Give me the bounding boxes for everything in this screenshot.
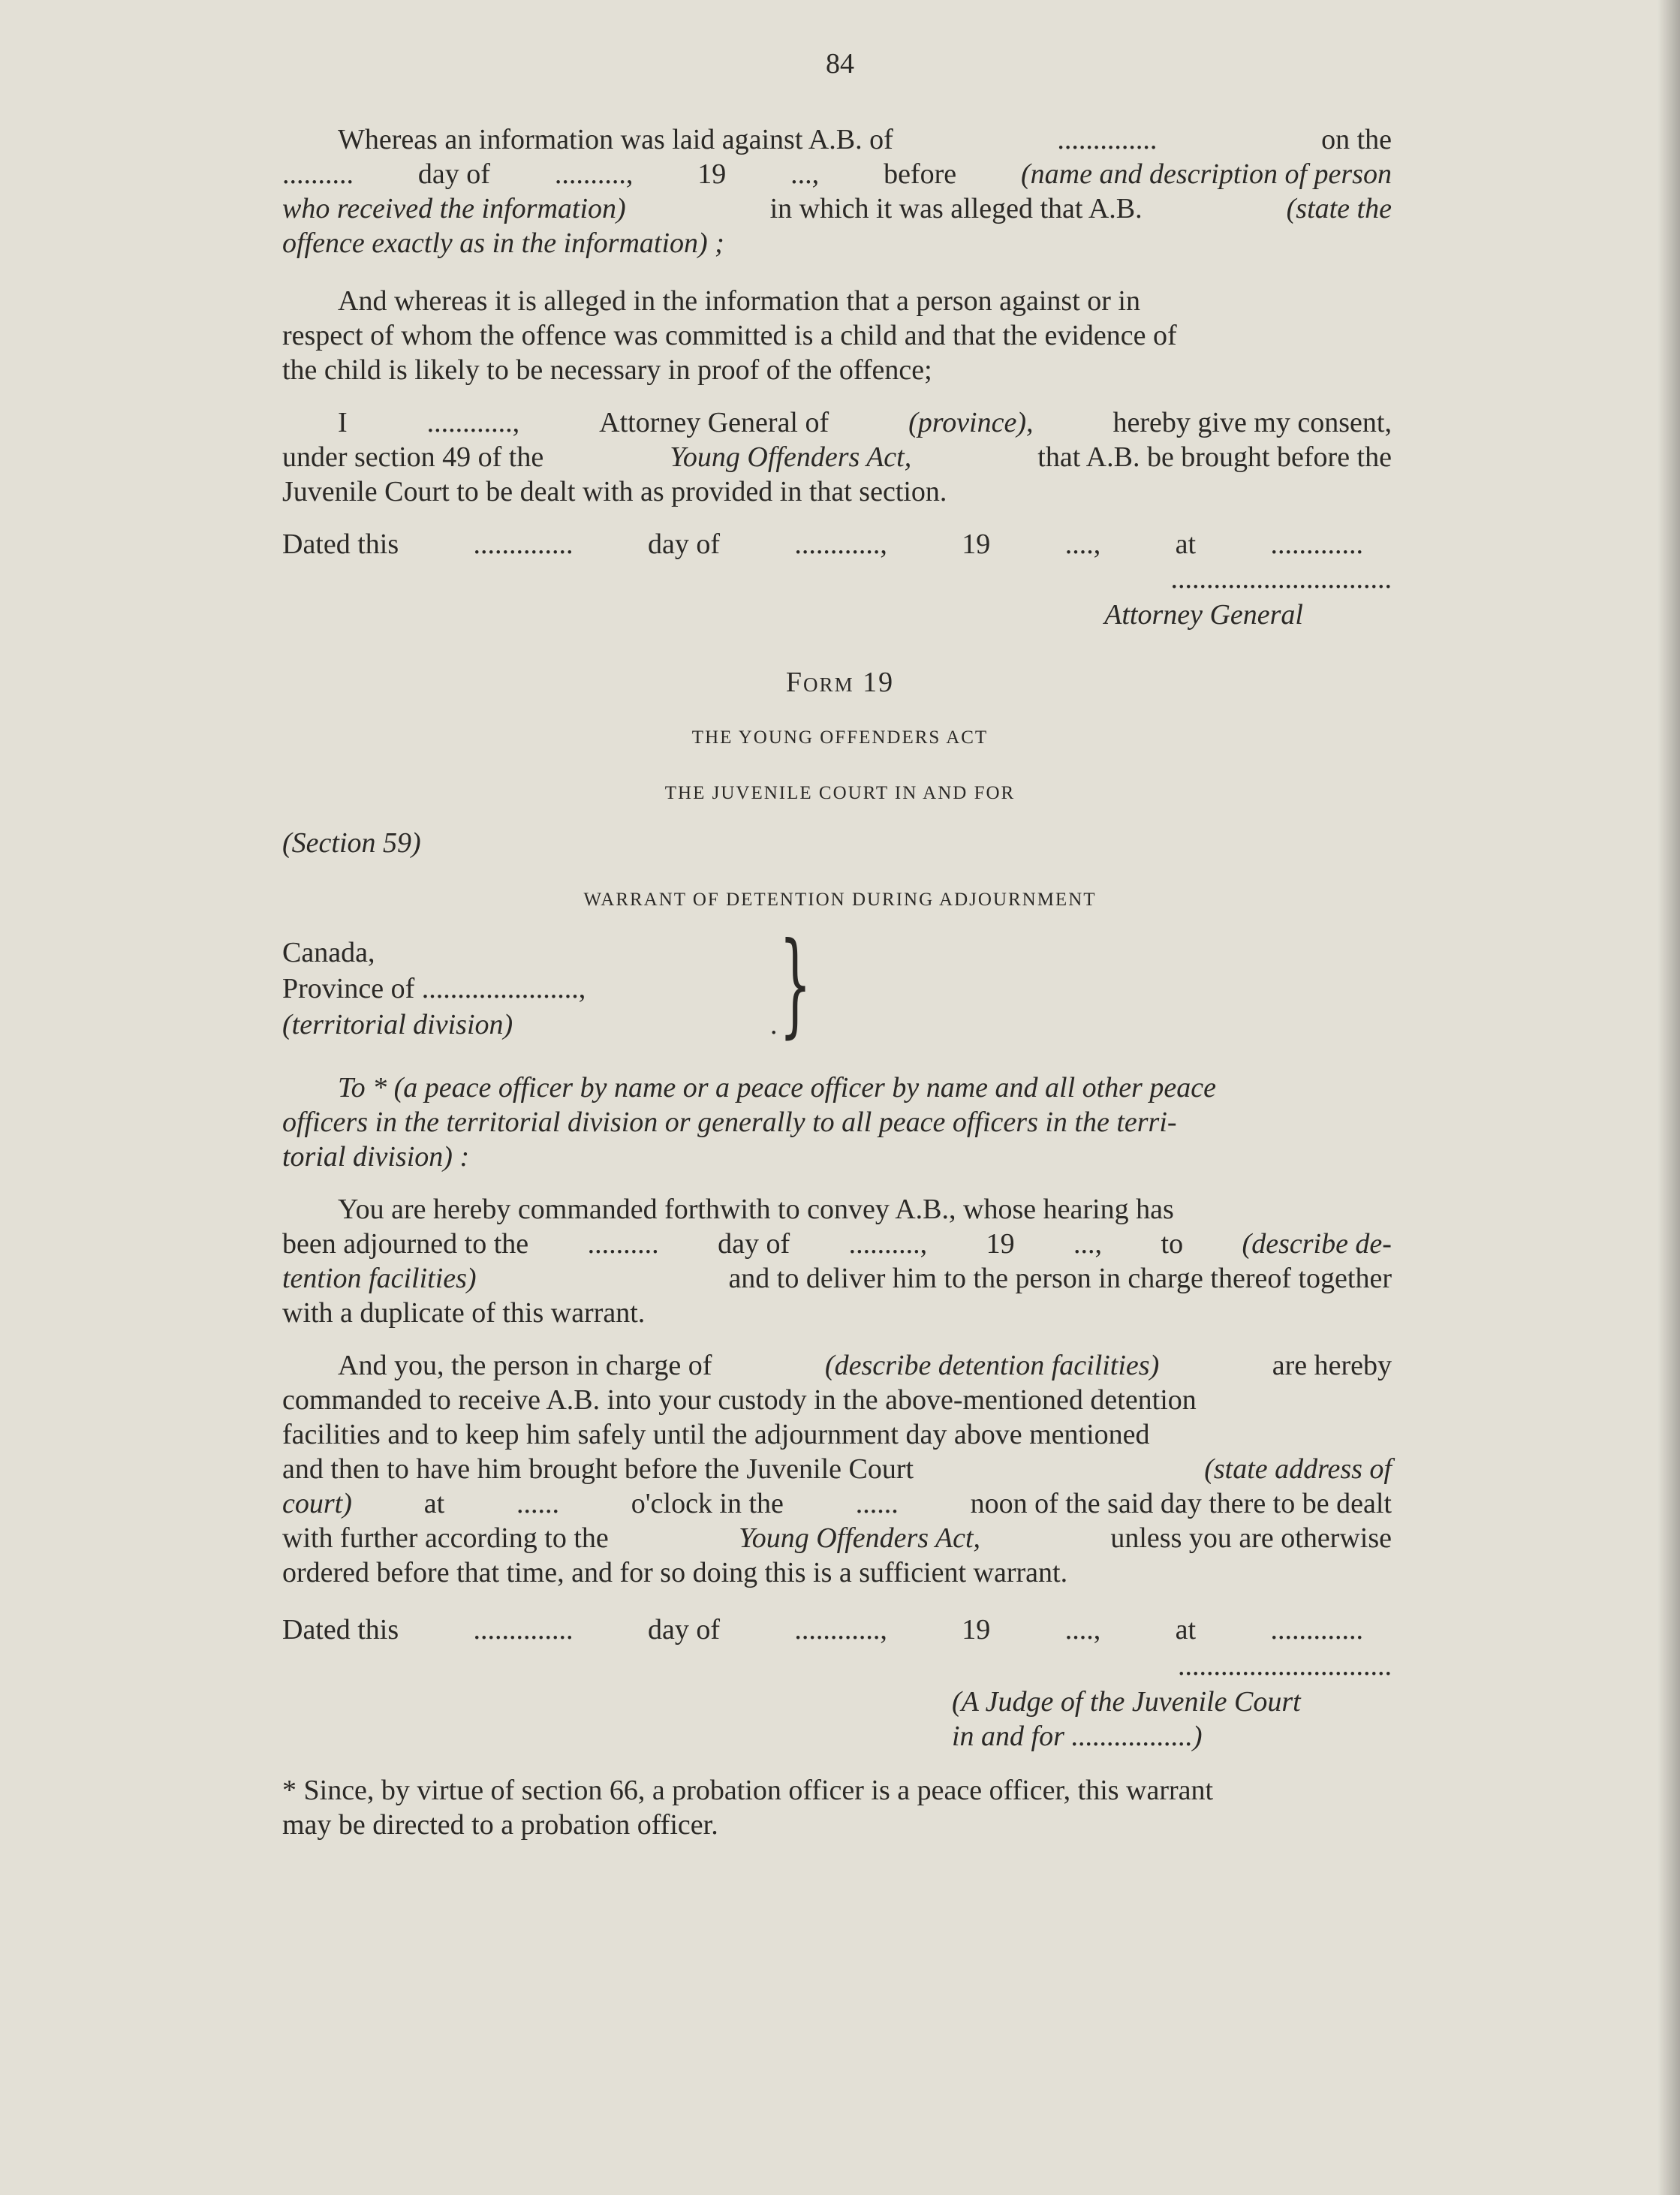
- signature-line-1: ...............................: [1170, 563, 1392, 595]
- form-title: Form 19: [785, 667, 895, 698]
- p5-line4: with a duplicate of this warrant.: [282, 1297, 646, 1329]
- p6-line2: commanded to receive A.B. into your custody in the above-mentioned detention: [282, 1384, 1197, 1416]
- p1-line1: Whereas an information was laid against A.B. of .............. on the: [338, 124, 1392, 155]
- section-reference: (Section 59): [282, 827, 421, 859]
- p6-line7: ordered before that time, and for so doing this is a sufficient warrant.: [282, 1557, 1068, 1588]
- p5-line3: tention facilities) and to deliver him to the person in charge thereof together: [282, 1263, 1392, 1294]
- dated-line-1: Dated this .............. day of ............, 19 ...., at .............: [282, 528, 1363, 560]
- p1-line3: who received the information) in which it was alleged that A.B. (state the: [282, 193, 1392, 224]
- p6-line3: facilities and to keep him safely until the adjournment day above mentioned: [282, 1419, 1150, 1450]
- court-heading: THE JUVENILE COURT IN AND FOR: [664, 783, 1016, 803]
- page-edge-shadow: [1657, 0, 1680, 2195]
- p4-line3: torial division) :: [282, 1141, 470, 1173]
- dated-line-2: Dated this .............. day of ............, 19 ...., at .............: [282, 1614, 1363, 1645]
- venue-canada: Canada,: [282, 937, 375, 968]
- footnote-line2: may be directed to a probation officer.: [282, 1809, 718, 1841]
- p4-line1: To * (a peace officer by name or a peace officer by name and all other peace: [338, 1072, 1216, 1104]
- p4-line2: officers in the territorial division or generally to all peace officers in the terri-: [282, 1107, 1177, 1138]
- venue-brace: }: [779, 919, 811, 1049]
- p6-line5: court) at ...... o'clock in the ...... noon of the said day there to be dealt: [282, 1488, 1392, 1519]
- p5-line2: been adjourned to the .......... day of .........., 19 ..., to (describe de-: [282, 1228, 1392, 1260]
- p6-line4: and then to have him brought before the Juvenile Court (state address of: [282, 1453, 1392, 1485]
- p1-line2: .......... day of .........., 19 ..., before (name and description of person: [282, 158, 1392, 190]
- p6-line6: with further according to the Young Offenders Act, unless you are otherwise: [282, 1522, 1392, 1554]
- p2-line3: the child is likely to be necessary in proof of the offence;: [282, 354, 932, 386]
- p2-line1: And whereas it is alleged in the information that a person against or in: [338, 285, 1140, 317]
- attorney-general-label: Attorney General: [1104, 599, 1303, 631]
- venue-province: Province of ......................,: [282, 973, 586, 1004]
- p3-line3: Juvenile Court to be dealt with as provided in that section.: [282, 476, 947, 507]
- p3-line1: I ............, Attorney General of (province), hereby give my consent,: [338, 407, 1392, 438]
- footnote-line1: * Since, by virtue of section 66, a probation officer is a peace officer, this warrant: [282, 1775, 1214, 1806]
- judge-label-line2: in and for .................): [952, 1721, 1203, 1752]
- judge-label-line1: (A Judge of the Juvenile Court: [952, 1686, 1301, 1718]
- p2-line2: respect of whom the offence was committed is a child and that the evidence of: [282, 320, 1177, 351]
- p3-line2: under section 49 of the Young Offenders Act, that A.B. be brought before the: [282, 441, 1392, 473]
- signature-line-2: ..............................: [1178, 1650, 1392, 1682]
- warrant-heading: WARRANT OF DETENTION DURING ADJOURNMENT: [583, 890, 1097, 910]
- venue-territorial-division: (territorial division) .: [282, 1009, 778, 1040]
- p6-line1: And you, the person in charge of (describe detention facilities) are hereby: [338, 1350, 1392, 1381]
- page-number: 84: [826, 48, 854, 80]
- act-heading: THE YOUNG OFFENDERS ACT: [691, 727, 989, 748]
- p1-line4: offence exactly as in the information) ;: [282, 227, 724, 259]
- p5-line1: You are hereby commanded forthwith to convey A.B., whose hearing has: [338, 1194, 1174, 1225]
